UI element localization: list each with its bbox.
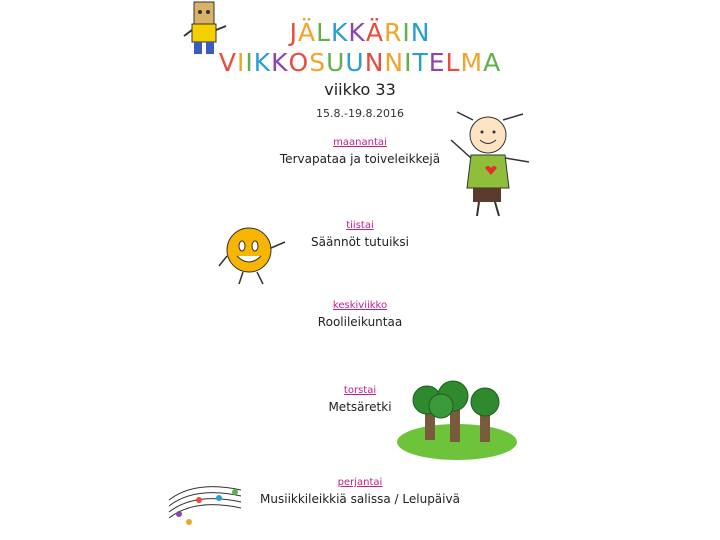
title-letter: T: [412, 48, 429, 77]
day-wednesday: [0, 300, 720, 329]
title-line-2: [0, 48, 720, 77]
title-letter: O: [288, 48, 310, 77]
day-label: maanantai: [333, 137, 387, 148]
day-monday: [0, 137, 720, 166]
paperbag-character-icon: [180, 0, 228, 60]
title-letter: I: [402, 18, 411, 47]
title-letter: V: [218, 48, 237, 77]
title-letter: K: [348, 18, 366, 47]
title-letter: I: [245, 48, 254, 77]
title-letter: I: [236, 48, 246, 77]
title-letter: J: [289, 18, 298, 47]
title-letter: Ä: [297, 18, 317, 47]
girl-character-icon: [443, 110, 543, 220]
day-label: perjantai: [337, 477, 383, 488]
day-thursday: [0, 385, 720, 414]
title-letter: N: [410, 18, 431, 47]
title-letter: I: [404, 48, 413, 77]
day-friday: [0, 477, 720, 506]
title-letter: L: [445, 48, 461, 77]
trees-icon: [395, 380, 520, 462]
sun-character-icon: [215, 222, 293, 290]
day-tuesday: [0, 220, 720, 249]
day-activity: Metsäretki: [328, 400, 392, 414]
title-letter: L: [316, 18, 332, 47]
title-letter: K: [271, 48, 289, 77]
day-activity: Roolileikuntaa: [317, 315, 403, 329]
day-label: keskiviikko: [332, 300, 388, 311]
day-label: tiistai: [346, 220, 374, 231]
title-letter: U: [326, 48, 346, 77]
week-number: viikko 33: [324, 80, 396, 99]
date-range: 15.8.-19.8.2016: [316, 107, 404, 120]
title-letter: N: [364, 48, 385, 77]
title-letter: Ä: [365, 18, 384, 47]
title-letter: K: [253, 48, 272, 77]
title-letter: K: [331, 18, 349, 47]
day-activity: Musiikkileikkiä salissa / Lelupäivä: [260, 492, 460, 506]
title-letter: A: [483, 48, 502, 77]
title-letter: U: [345, 48, 365, 77]
title-letter: S: [309, 48, 327, 77]
day-activity: Tervapataa ja toiveleikkejä: [279, 152, 441, 166]
title-letter: R: [383, 18, 403, 47]
title-letter: N: [384, 48, 405, 77]
day-label: torstai: [343, 385, 377, 396]
title-line-1: [0, 18, 720, 47]
title-letter: M: [460, 48, 484, 77]
title-letter: E: [428, 48, 446, 77]
music-notes-icon: [165, 470, 245, 530]
day-activity: Säännöt tutuiksi: [311, 235, 409, 249]
